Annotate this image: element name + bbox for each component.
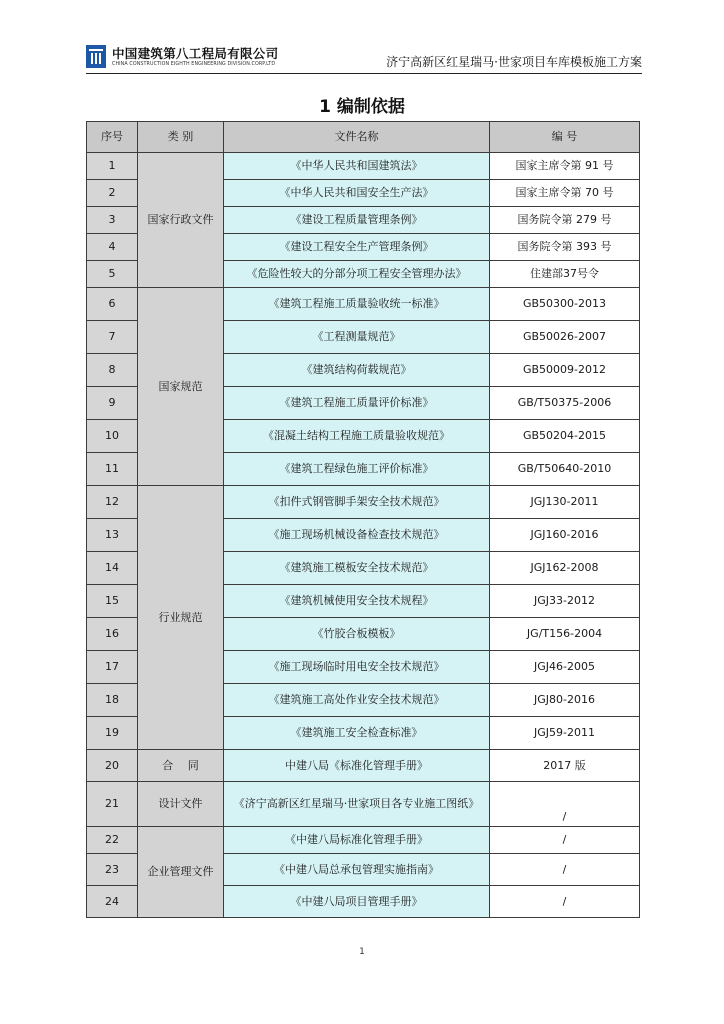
document-name: 中建八局《标准化管理手册》: [224, 750, 490, 782]
document-code: 2017 版: [490, 750, 640, 782]
document-name: 《建筑施工安全检查标准》: [224, 717, 490, 750]
document-code: GB50009-2012: [490, 354, 640, 387]
document-name: 《施工现场临时用电安全技术规范》: [224, 651, 490, 684]
company-name-en: CHINA CONSTRUCTION EIGHTH ENGINEERING DIVISION.CORP.LTD: [112, 62, 276, 67]
document-code: JGJ162-2008: [490, 552, 640, 585]
category-cell: 企业管理文件: [138, 827, 224, 918]
table-row: [87, 486, 640, 519]
page-number: 1: [359, 947, 365, 957]
header-category: 类 别: [138, 122, 224, 153]
document-code: /: [490, 827, 640, 854]
document-code: JGJ46-2005: [490, 651, 640, 684]
document-title: 济宁高新区红星瑞马·世家项目车库模板施工方案: [386, 55, 642, 69]
document-code: GB/T50640-2010: [490, 453, 640, 486]
row-no: 6: [87, 288, 138, 321]
row-no: 23: [87, 854, 138, 886]
row-no: 19: [87, 717, 138, 750]
document-name: 《中华人民共和国建筑法》: [224, 153, 490, 180]
document-name: 《建筑结构荷载规范》: [224, 354, 490, 387]
row-no: 13: [87, 519, 138, 552]
page-header: [86, 42, 642, 72]
document-code: 国家主席令第 70 号: [490, 180, 640, 207]
document-code: JGJ130-2011: [490, 486, 640, 519]
row-no: 9: [87, 387, 138, 420]
document-name: 《竹胶合板模板》: [224, 618, 490, 651]
category-cell: 国家行政文件: [138, 153, 224, 288]
document-name: 《混凝土结构工程施工质量验收规范》: [224, 420, 490, 453]
document-code: JGJ33-2012: [490, 585, 640, 618]
company-name-cn: 中国建筑第八工程局有限公司: [112, 46, 279, 61]
document-code: JG/T156-2004: [490, 618, 640, 651]
table-row: [87, 782, 640, 827]
document-code: GB50026-2007: [490, 321, 640, 354]
table-row: [87, 827, 640, 854]
table-row: [87, 288, 640, 321]
row-no: 4: [87, 234, 138, 261]
table-header-row: [87, 122, 640, 153]
document-code: GB50300-2013: [490, 288, 640, 321]
document-code: JGJ59-2011: [490, 717, 640, 750]
document-name: 《危险性较大的分部分项工程安全管理办法》: [224, 261, 490, 288]
category-cell: 合 同: [138, 750, 224, 782]
row-no: 15: [87, 585, 138, 618]
document-name: 《中建八局标准化管理手册》: [224, 827, 490, 854]
row-no: 21: [87, 782, 138, 827]
row-no: 3: [87, 207, 138, 234]
document-code: JGJ80-2016: [490, 684, 640, 717]
document-name: 《工程测量规范》: [224, 321, 490, 354]
table-row: [87, 750, 640, 782]
document-code: /: [490, 854, 640, 886]
row-no: 16: [87, 618, 138, 651]
row-no: 11: [87, 453, 138, 486]
cscec-logo-icon: [86, 45, 106, 68]
document-code: 国家主席令第 91 号: [490, 153, 640, 180]
row-no: 1: [87, 153, 138, 180]
document-name: 《建设工程质量管理条例》: [224, 207, 490, 234]
table-row: [87, 153, 640, 180]
document-code: 国务院令第 279 号: [490, 207, 640, 234]
category-cell: 设计文件: [138, 782, 224, 827]
row-no: 10: [87, 420, 138, 453]
document-code: /: [490, 782, 640, 827]
row-no: 24: [87, 886, 138, 918]
row-no: 17: [87, 651, 138, 684]
document-code: /: [490, 886, 640, 918]
section-title: 1 编制依据: [319, 97, 405, 117]
header-code: 编 号: [490, 122, 640, 153]
document-code: 住建部37号令: [490, 261, 640, 288]
category-cell: 国家规范: [138, 288, 224, 486]
row-no: 7: [87, 321, 138, 354]
document-name: 《建筑工程施工质量评价标准》: [224, 387, 490, 420]
document-name: 《建设工程安全生产管理条例》: [224, 234, 490, 261]
row-no: 22: [87, 827, 138, 854]
document-name: 《建筑施工模板安全技术规范》: [224, 552, 490, 585]
row-no: 12: [87, 486, 138, 519]
document-name: 《扣件式钢管脚手架安全技术规范》: [224, 486, 490, 519]
document-name: 《施工现场机械设备检查技术规范》: [224, 519, 490, 552]
document-name: 《中建八局项目管理手册》: [224, 886, 490, 918]
row-no: 20: [87, 750, 138, 782]
document-name: 《中建八局总承包管理实施指南》: [224, 854, 490, 886]
document-name: 《建筑工程施工质量验收统一标准》: [224, 288, 490, 321]
row-no: 2: [87, 180, 138, 207]
header-no: 序号: [87, 122, 138, 153]
document-code: JGJ160-2016: [490, 519, 640, 552]
document-name: 《建筑施工高处作业安全技术规范》: [224, 684, 490, 717]
document-name: 《建筑机械使用安全技术规程》: [224, 585, 490, 618]
basis-table: [86, 121, 640, 918]
header-document-name: 文件名称: [224, 122, 490, 153]
row-no: 8: [87, 354, 138, 387]
document-code: 国务院令第 393 号: [490, 234, 640, 261]
row-no: 18: [87, 684, 138, 717]
row-no: 14: [87, 552, 138, 585]
document-code: GB/T50375-2006: [490, 387, 640, 420]
header-divider: [86, 73, 642, 74]
document-name: 《济宁高新区红星瑞马·世家项目各专业施工图纸》: [224, 782, 490, 827]
document-code: GB50204-2015: [490, 420, 640, 453]
row-no: 5: [87, 261, 138, 288]
category-cell: 行业规范: [138, 486, 224, 750]
document-name: 《中华人民共和国安全生产法》: [224, 180, 490, 207]
document-name: 《建筑工程绿色施工评价标准》: [224, 453, 490, 486]
